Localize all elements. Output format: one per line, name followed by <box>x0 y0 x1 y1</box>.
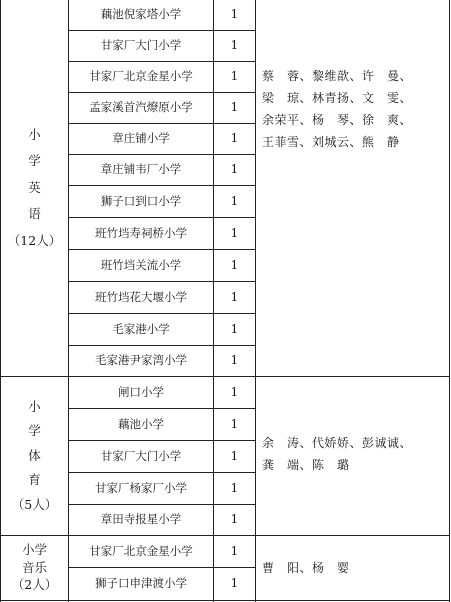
school-cell: 甘家厂北京金星小学 <box>89 543 193 558</box>
count-cell: 1 <box>230 7 239 22</box>
names-line: 余 涛、代娇娇、彭诚诚、 <box>262 436 413 450</box>
school-cell: 藕池倪家塔小学 <box>100 7 182 22</box>
school-cell: 班竹垱花大堰小学 <box>95 289 187 304</box>
count-cell: 1 <box>230 289 239 304</box>
count-cell: 1 <box>230 416 239 431</box>
school-cell: 毛家港小学 <box>112 321 170 336</box>
school-cell: 甘家厂大门小学 <box>100 38 182 53</box>
names-line: 王菲雪、刘城云、熊 静 <box>262 135 400 149</box>
count-cell: 1 <box>230 131 239 146</box>
count-cell: 1 <box>230 321 239 336</box>
category-char: 学 <box>28 153 41 169</box>
school-cell: 毛家港尹家湾小学 <box>95 353 187 368</box>
category-cell-music <box>1 536 68 600</box>
category-headcount: （2人） <box>11 577 58 593</box>
school-cell: 闸口小学 <box>118 384 164 399</box>
school-cell: 孟家溪首汽燎原小学 <box>89 100 193 115</box>
school-cell: 班竹垱关流小学 <box>100 257 182 272</box>
count-cell: 1 <box>230 257 239 272</box>
school-cell: 章庄铺韦厂小学 <box>100 162 182 177</box>
table-bottom-line <box>0 600 450 601</box>
names-line: 梁 琼、林青扬、文 雯、 <box>262 91 413 105</box>
school-cell: 藕池小学 <box>118 416 164 431</box>
school-cell: 甘家厂北京金星小学 <box>89 69 193 84</box>
school-cell: 章庄铺小学 <box>112 131 170 146</box>
count-cell: 1 <box>230 225 239 240</box>
teacher-names-pe <box>262 432 412 476</box>
names-line: 蔡 蓉、黎维歆、许 曼、 <box>262 69 413 83</box>
category-line: 音乐 <box>21 559 47 575</box>
count-cell: 1 <box>230 384 239 399</box>
category-headcount: （12人） <box>7 232 62 248</box>
count-cell: 1 <box>230 193 239 208</box>
count-cell: 1 <box>230 38 239 53</box>
count-cell: 1 <box>230 100 239 115</box>
category-headcount: （5人） <box>11 496 58 512</box>
count-cell: 1 <box>230 512 239 527</box>
names-line: 龚 端、陈 璐 <box>262 458 350 472</box>
count-cell: 1 <box>230 543 239 558</box>
category-char: 英 <box>28 179 41 195</box>
category-char: 小 <box>28 126 41 142</box>
count-cell: 1 <box>230 480 239 495</box>
category-char: 学 <box>28 423 41 439</box>
school-cell: 章田寺报星小学 <box>100 512 182 527</box>
school-cell: 甘家厂杨家厂小学 <box>95 480 187 495</box>
category-char: 小 <box>28 398 41 414</box>
category-cell-english <box>1 0 68 376</box>
count-cell: 1 <box>230 69 239 84</box>
school-cell: 班竹垱寿祠桥小学 <box>95 225 187 240</box>
teacher-names-english <box>262 65 412 153</box>
category-char: 语 <box>28 206 41 222</box>
count-cell: 1 <box>230 576 239 591</box>
names-line: 余荣平、杨 琴、徐 爽、 <box>262 113 413 127</box>
school-cell: 甘家厂大门小学 <box>100 448 182 463</box>
category-line: 小学 <box>21 542 47 558</box>
school-cell: 狮子口申津渡小学 <box>95 576 187 591</box>
category-char: 育 <box>28 472 41 488</box>
names-line: 曹 阳、杨 婴 <box>262 561 350 575</box>
count-cell: 1 <box>230 448 239 463</box>
school-cell: 狮子口到口小学 <box>100 193 182 208</box>
count-cell: 1 <box>230 162 239 177</box>
teacher-names-music <box>262 557 350 579</box>
category-char: 体 <box>28 447 41 463</box>
table-vline-right <box>449 0 450 602</box>
count-cell: 1 <box>230 353 239 368</box>
table-vline-names <box>255 0 256 602</box>
category-cell-pe <box>1 377 68 535</box>
